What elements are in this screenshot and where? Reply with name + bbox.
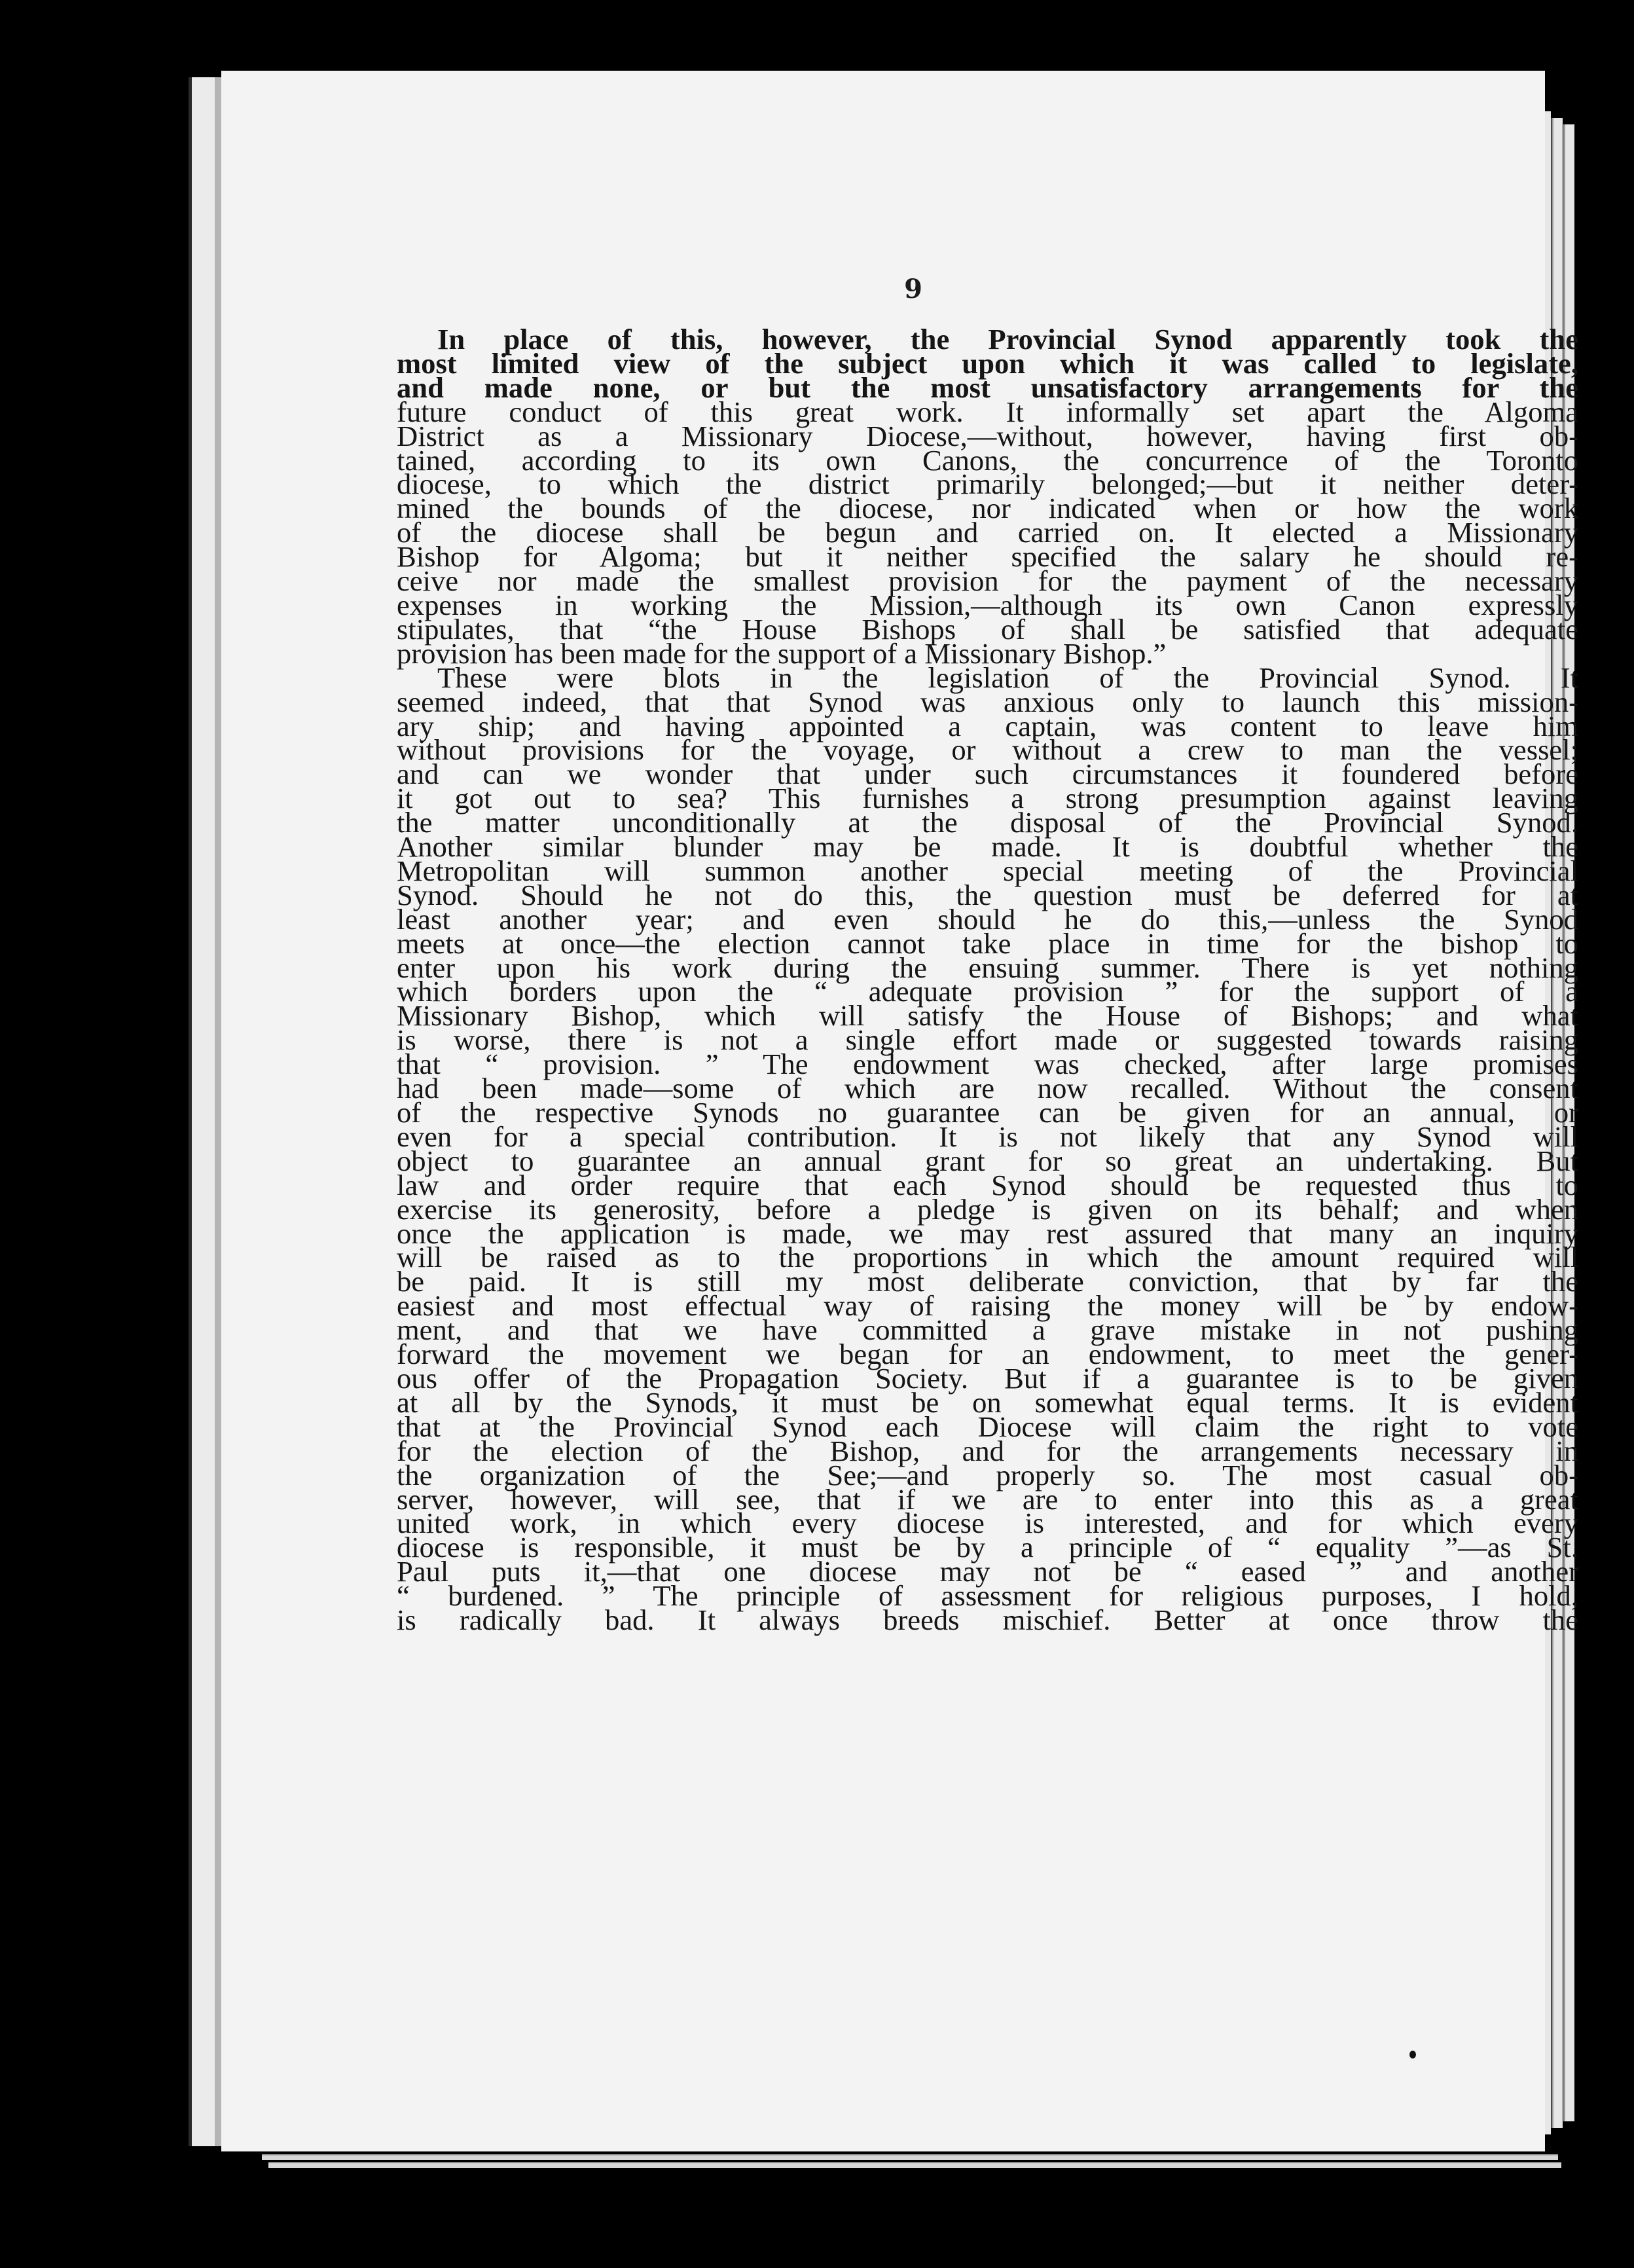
book-page xyxy=(221,71,1578,2151)
text-line: law and order require that each Synod should be requested thus to xyxy=(397,1168,1578,1201)
text-line: diocese, to which the district primarily belonged;—but it neither deter- xyxy=(397,467,1578,501)
text-line: tained, according to its own Canons, the concurrence of the Toronto xyxy=(397,443,1578,477)
text-line: enter upon his work during the ensuing summer. There is yet nothing xyxy=(397,951,1578,984)
text-line: In place of this, however, the Provincial Synod apparently took the xyxy=(437,323,1578,356)
text-line: the matter unconditionally at the disposal of the Provincial Synod. xyxy=(397,806,1578,839)
text-line: which borders upon the “ adequate provision ” for the support of a xyxy=(397,975,1578,1008)
page-number: 9 xyxy=(904,274,922,304)
text-line: and can we wonder that under such circumstances it foundered before xyxy=(397,758,1578,791)
text-line: Another similar blunder may be made. It is doubtful whether the xyxy=(397,830,1578,864)
text-line: stipulates, that “the House Bishops of shall be satisfied that adequate xyxy=(397,612,1578,646)
text-line: Paul puts it,—that one diocese may not be “ eased ” and another xyxy=(397,1555,1578,1588)
text-line: Missionary Bishop, which will satisfy the House of Bishops; and what xyxy=(397,999,1578,1033)
text-line: united work, in which every diocese is interested, and for which every xyxy=(397,1507,1578,1540)
text-line: future conduct of this great work. It informally set apart the Algoma xyxy=(397,395,1578,428)
text-line: meets at once—the election cannot take place in time for the bishop to xyxy=(397,926,1578,960)
text-line: it got out to sea? This furnishes a strong presumption against leaving xyxy=(397,782,1578,815)
text-line: be paid. It is still my most deliberate conviction, that by far the xyxy=(397,1265,1578,1298)
bottom-page-edge xyxy=(268,2162,1561,2168)
text-line: provision has been made for the support of a Missionary Bishop.” xyxy=(397,636,1167,670)
text-line: exercise its generosity, before a pledge is given on its behalf; and when xyxy=(397,1192,1578,1226)
margin-ink-dot xyxy=(1409,2051,1416,2058)
text-line: for the election of the Bishop, and for the arrangements necessary in xyxy=(397,1434,1578,1467)
text-line: server, however, will see, that if we are to enter into this as a great xyxy=(397,1482,1578,1516)
text-line: the organization of the See;—and properly so. The most casual ob- xyxy=(397,1458,1578,1491)
text-line: expenses in working the Mission,—although its own Canon expressly xyxy=(397,588,1578,621)
text-line: District as a Missionary Diocese,—without, however, having first ob- xyxy=(397,419,1578,452)
text-line: ment, and that we have committed a grave mistake in not pushing xyxy=(397,1313,1578,1347)
text-line: that “ provision. ” The endowment was checked, after large promises xyxy=(397,1048,1578,1081)
text-line: will be raised as to the proportions in which the amount required will xyxy=(397,1241,1578,1274)
text-line: at all by the Synods, it must be on somewhat equal terms. It is evident xyxy=(397,1385,1578,1419)
text-line: is radically bad. It always breeds mischief. Better at once throw the xyxy=(397,1603,1578,1637)
text-line: of the respective Synods no guarantee can be given for an annual, or xyxy=(397,1096,1578,1129)
text-line: Bishop for Algoma; but it neither specified the salary he should re- xyxy=(397,540,1578,574)
text-line: Synod. Should he not do this, the question must be deferred for at xyxy=(397,878,1578,911)
text-line: seemed indeed, that that Synod was anxious only to launch this mission- xyxy=(397,685,1578,718)
text-line: even for a special contribution. It is not likely that any Synod will xyxy=(397,1120,1578,1153)
binding-gutter xyxy=(215,77,221,2146)
text-line: without provisions for the voyage, or without a crew to man the vessel; xyxy=(397,733,1578,767)
bottom-page-edge xyxy=(262,2154,1558,2160)
text-line: ary ship; and having appointed a captain, was content to leave him xyxy=(397,709,1578,742)
text-line: mined the bounds of the diocese, nor indicated when or how the work xyxy=(397,492,1578,525)
body-text xyxy=(397,323,1578,1637)
text-line: diocese is responsible, it must be by a principle of “ equality ”—as St. xyxy=(397,1531,1578,1564)
text-line: These were blots in the legislation of the Provincial Synod. It xyxy=(437,661,1578,694)
text-line: most limited view of the subject upon which it was called to legislate, xyxy=(397,346,1578,380)
text-line: least another year; and even should he do this,—unless the Synod xyxy=(397,902,1578,936)
text-line: forward the movement we began for an endowment, to meet the gener- xyxy=(397,1338,1578,1371)
text-line: Metropolitan will summon another special meeting of the Provincial xyxy=(397,854,1578,887)
text-line: is worse, there is not a single effort made or suggested towards raising xyxy=(397,1023,1578,1057)
text-line: and made none, or but the most unsatisfactory arrangements for the xyxy=(397,371,1578,404)
text-line: of the diocese shall be begun and carried on. It elected a Missionary xyxy=(397,516,1578,549)
text-line: once the application is made, we may rest assured that many an inquiry xyxy=(397,1216,1578,1250)
text-line: that at the Provincial Synod each Diocese will claim the right to vote xyxy=(397,1410,1578,1443)
text-line: object to guarantee an annual grant for so great an undertaking. But xyxy=(397,1144,1578,1177)
text-line: easiest and most effectual way of raising the money will be by endow- xyxy=(397,1289,1578,1323)
text-line: “ burdened. ” The principle of assessment for religious purposes, I hold, xyxy=(397,1579,1578,1613)
left-page-edge xyxy=(189,77,218,2146)
text-line: ceive nor made the smallest provision for the payment of the necessary xyxy=(397,564,1578,598)
text-line: ous offer of the Propagation Society. But if a guarantee is to be given xyxy=(397,1361,1578,1395)
text-line: had been made—some of which are now recalled. Without the consent xyxy=(397,1072,1578,1105)
